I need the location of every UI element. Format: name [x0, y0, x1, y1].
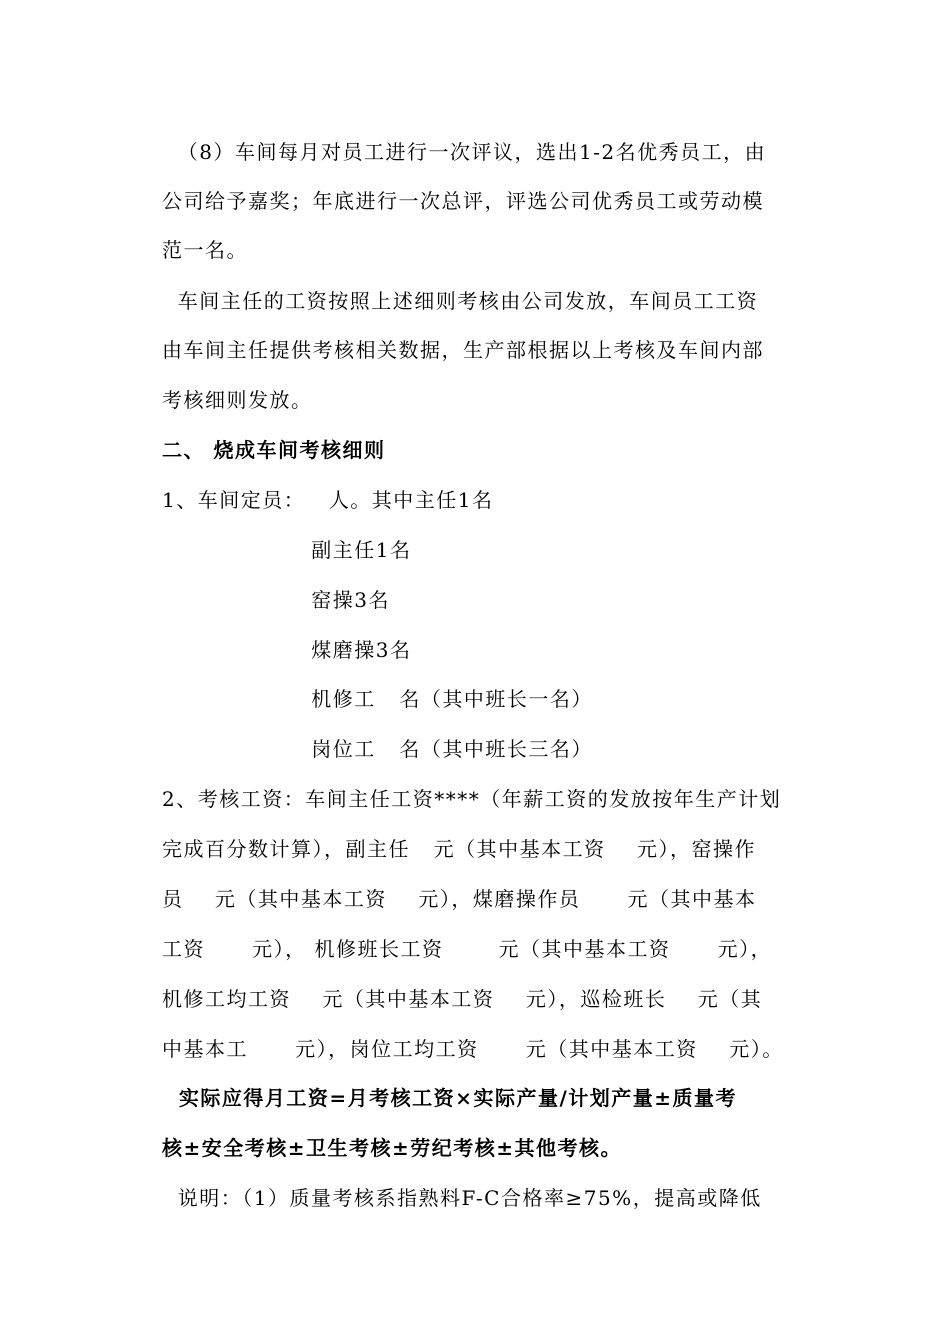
paragraph-line: 由车间主任提供考核相关数据，生产部根据以上考核及车间内部 [162, 338, 764, 362]
paragraph-line: （8）车间每月对员工进行一次评议，选出1-2名优秀员工，由 [162, 140, 767, 164]
formula-line: 实际应得月工资=月考核工资×实际产量/计划产量±质量考 [162, 1086, 738, 1110]
list-item: 煤磨操3名 [162, 638, 412, 662]
paragraph-line: 工资 元）， 机修班长工资 元（其中基本工资 元）， [162, 937, 773, 961]
paragraph-line: 员 元（其中基本工资 元），煤磨操作员 元（其中基本 [162, 887, 757, 911]
paragraph-line: 考核细则发放。 [162, 388, 313, 412]
formula-line: 核±安全考核±卫生考核±劳纪考核±其他考核。 [162, 1136, 623, 1160]
paragraph-line: 机修工均工资 元（其中基本工资 元），巡检班长 元（其 [162, 987, 763, 1011]
list-item: 机修工 名（其中班长一名） [162, 687, 593, 711]
paragraph-line: 2、考核工资：车间主任工资****（年薪工资的发放按年生产计划 [162, 787, 782, 811]
list-item: 1、车间定员： 人。其中主任1名 [162, 488, 494, 512]
paragraph-line: 车间主任的工资按照上述细则考核由公司发放，车间员工工资 [162, 289, 759, 313]
paragraph-line: 公司给予嘉奖；年底进行一次总评，评选公司优秀员工或劳动模 [162, 189, 764, 213]
list-item: 副主任1名 [162, 538, 412, 562]
paragraph-line: 说明：（1）质量考核系指熟料F-C合格率≥75%，提高或降低 [162, 1186, 762, 1210]
list-item: 窑操3名 [162, 588, 391, 612]
paragraph-line: 范一名。 [162, 238, 248, 262]
section-heading: 二、 烧成车间考核细则 [162, 438, 386, 462]
paragraph-line: 完成百分数计算），副主任 元（其中基本工资 元），窑操作 [162, 837, 757, 861]
list-item: 岗位工 名（其中班长三名） [162, 737, 593, 761]
paragraph-line: 中基本工 元），岗位工均工资 元（其中基本工资 元）。 [162, 1037, 784, 1061]
